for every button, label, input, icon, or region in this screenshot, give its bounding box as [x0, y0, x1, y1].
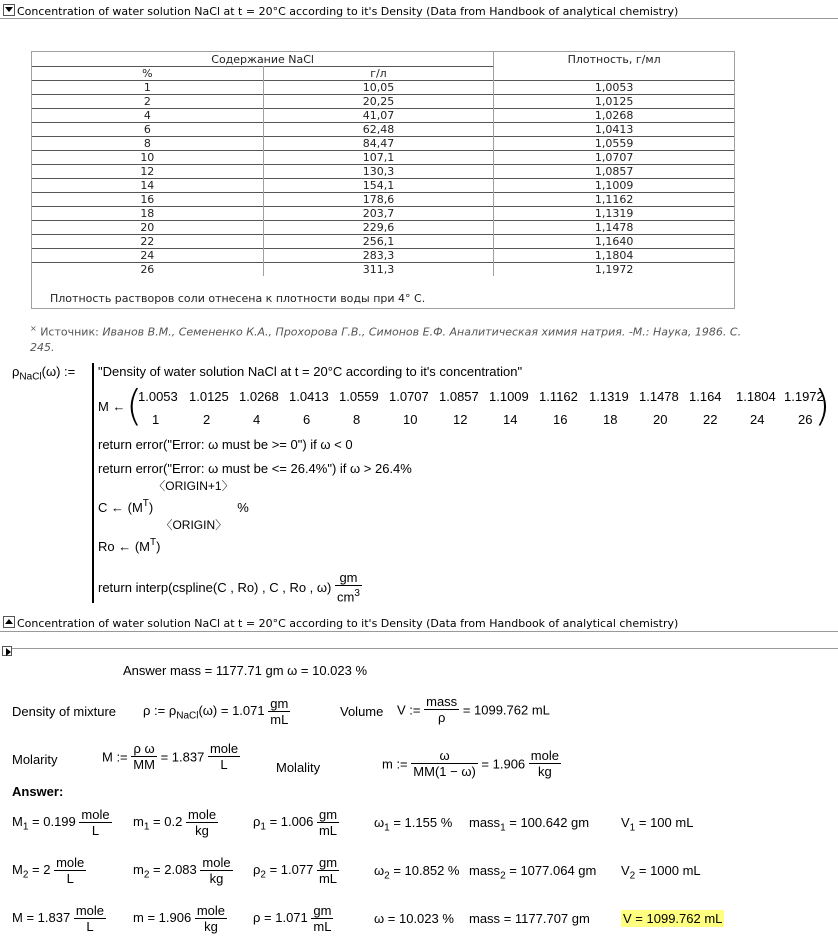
- cell-density: 1,0053: [494, 81, 734, 95]
- region-header-top[interactable]: [0, 4, 678, 18]
- cell-gl: 107,1: [263, 151, 494, 165]
- cell-percent: 6: [32, 123, 263, 137]
- program-line-return[interactable]: return interp(cspline(C , Ro) , C , Ro , ω) $\frac{gm}{cm^3}$: [98, 570, 360, 605]
- molality-label: Molality: [276, 760, 321, 775]
- cell-gl: 311,3: [263, 263, 494, 277]
- cell-density: 1,0413: [494, 123, 734, 137]
- program-line-error-max[interactable]: return error("Error: ω must be <= 26.4%") if ω > 26.4%: [98, 461, 412, 476]
- cell-gl: 256,1: [263, 235, 494, 249]
- table-row: [32, 151, 734, 165]
- table-row: [32, 193, 734, 207]
- cell-percent: 20: [32, 221, 263, 235]
- cell-gl: 62,48: [263, 123, 494, 137]
- program-line-ro[interactable]: Ro ← $(M^T)$〈ORIGIN〉: [98, 518, 228, 554]
- cell-percent: 10: [32, 151, 263, 165]
- table-row: [32, 221, 734, 235]
- matrix-cell: 1.0707: [389, 389, 429, 404]
- molarity-expression[interactable]: M := $\frac{\text{ρ ω}}{MM}$ = 1.837 $\frac{\text{mole}}{L}$: [102, 741, 239, 772]
- cell-percent: 4: [32, 109, 263, 123]
- matrix-cell: 4: [253, 412, 261, 427]
- result-ms-1[interactable]: mass$_1$ = 100.642 gm: [469, 815, 590, 834]
- matrix-cell: 1.1009: [489, 389, 529, 404]
- table-row: [32, 123, 734, 137]
- cell-gl: 10,05: [263, 81, 494, 95]
- result-V-1[interactable]: $V_1 = 100$ mL: [621, 815, 694, 834]
- result-m-1[interactable]: $m_1 = 0.2$ $\frac{\text{mole}}{kg}$: [133, 807, 217, 838]
- page-divider: [12, 648, 838, 649]
- cell-percent: 8: [32, 137, 263, 151]
- volume-label: Volume: [340, 704, 384, 719]
- cell-percent: 14: [32, 179, 263, 193]
- matrix-cell: 1.0413: [289, 389, 329, 404]
- program-line-error-min[interactable]: return error("Error: ω must be >= 0") if ω < 0: [98, 437, 353, 452]
- unit-gm-cm3: $\frac{gm}{cm^3}$: [337, 570, 360, 605]
- matrix-cell: 14: [503, 412, 518, 427]
- matrix-cell: 1.0559: [339, 389, 379, 404]
- cell-density: 1,1162: [494, 193, 734, 207]
- volume-expression[interactable]: V := $\frac{\text{mass}}{\rho}$ = 1099.762 mL: [397, 694, 550, 725]
- result-M-2[interactable]: $M_2 = 2$ $\frac{\text{mole}}{L}$: [12, 855, 85, 886]
- table-row: [32, 249, 734, 263]
- result-w-3[interactable]: ω = 10.023 %: [374, 911, 454, 926]
- cell-density: 1,1804: [494, 249, 734, 263]
- table-row: [32, 81, 734, 95]
- header-gl: г/л: [263, 67, 494, 81]
- matrix-right-paren: ): [814, 381, 831, 430]
- result-m-3[interactable]: m = 1.906 $\frac{\text{mole}}{kg}$: [133, 903, 226, 934]
- region-divider-bottom: [0, 631, 838, 632]
- table-row: [32, 235, 734, 249]
- matrix-cell: 6: [303, 412, 311, 427]
- cell-gl: 130,3: [263, 165, 494, 179]
- cell-percent: 1: [32, 81, 263, 95]
- table-row: [32, 179, 734, 193]
- cell-density: 1,0559: [494, 137, 734, 151]
- result-ms-3[interactable]: mass = 1177.707 gm: [469, 911, 590, 926]
- table-row: [32, 165, 734, 179]
- table-row: [32, 109, 734, 123]
- insert-marker[interactable]: [2, 643, 12, 661]
- matrix-cell: 1.0125: [189, 389, 229, 404]
- region-title-bottom: Concentration of water solution NaCl at t = 20°C according to it's Density (Data from Handbook of analytical chemistry): [17, 617, 679, 630]
- table-row: [32, 263, 734, 277]
- matrix-cell: 1.164: [689, 389, 722, 404]
- cell-percent: 18: [32, 207, 263, 221]
- molarity-label: Molarity: [12, 752, 58, 767]
- collapse-toggle-icon[interactable]: [3, 4, 15, 16]
- matrix-cell: 8: [353, 412, 361, 427]
- result-w-2[interactable]: $\omega_2 = 10.852$ %: [374, 863, 460, 882]
- cell-density: 1,1640: [494, 235, 734, 249]
- density-table: [31, 51, 735, 309]
- result-V-2[interactable]: $V_2 = 1000$ mL: [621, 863, 701, 882]
- cell-gl: 229,6: [263, 221, 494, 235]
- cell-gl: 154,1: [263, 179, 494, 193]
- cell-gl: 283,3: [263, 249, 494, 263]
- matrix-cell: 1.1319: [589, 389, 629, 404]
- program-comment[interactable]: "Density of water solution NaCl at t = 20°C according to it's concentration": [98, 364, 523, 379]
- cell-density: 1,1319: [494, 207, 734, 221]
- matrix-cell: 1.0857: [439, 389, 479, 404]
- source-label: Источник:: [40, 325, 99, 339]
- density-label: Density of mixture: [12, 704, 117, 719]
- program-bar: [92, 363, 94, 603]
- cell-density: 1,1478: [494, 221, 734, 235]
- cell-density: 1,0125: [494, 95, 734, 109]
- matrix-cell: 1.1478: [639, 389, 679, 404]
- source-citation: × Источник: Иванов В.М., Семененко К.А., Прохорова Г.В., Симонов Е.Ф. Аналитическая химия натрия. -М.: Наука, 1986. С. 245.: [30, 324, 742, 354]
- answer-summary: Answer mass = 1177.71 gm ω = 10.023 %: [123, 663, 368, 678]
- matrix-assign[interactable]: M ←: [98, 399, 126, 414]
- matrix-cell: 26: [798, 412, 813, 427]
- cell-percent: 12: [32, 165, 263, 179]
- table-row: [32, 137, 734, 151]
- molality-expression[interactable]: m := $\frac{\omega}{MM(1 - \omega)}$ = 1.906 $\frac{\text{mole}}{kg}$: [382, 748, 559, 779]
- expand-toggle-icon[interactable]: [3, 616, 15, 628]
- matrix-cell: 22: [703, 412, 718, 427]
- header-percent: %: [32, 67, 263, 81]
- result-M-3[interactable]: M = 1.837 $\frac{\text{mole}}{L}$: [12, 903, 105, 934]
- matrix-cell: 1: [152, 412, 160, 427]
- cell-density: 1,0857: [494, 165, 734, 179]
- answer-heading: Answer:: [12, 784, 64, 799]
- matrix-cell: 16: [553, 412, 568, 427]
- function-definition-name[interactable]: $\rho_{NaCl}(\omega)$ :=: [12, 364, 76, 383]
- cell-percent: 22: [32, 235, 263, 249]
- program-line-c[interactable]: C ← $(M^T)$〈ORIGIN+1〉 %: [98, 479, 249, 515]
- matrix-cell: 12: [453, 412, 468, 427]
- header-content-group: Содержание NaCl: [32, 52, 494, 67]
- result-w-1[interactable]: $\omega_1 = 1.155$ %: [374, 815, 453, 834]
- source-text: Иванов В.М., Семененко К.А., Прохорова Г.В., Симонов Е.Ф. Аналитическая химия натрия. -М.: Наука, 1986. С. 245.: [30, 325, 742, 354]
- header-density: Плотность, г/мл: [567, 53, 661, 66]
- table-note: Плотность растворов соли отнесена к плотности воды при 4° С.: [50, 292, 426, 305]
- cell-gl: 41,07: [263, 109, 494, 123]
- matrix-left-paren: (: [126, 381, 143, 430]
- result-m-2[interactable]: $m_2 = 2.083$ $\frac{\text{mole}}{kg}$: [133, 855, 231, 886]
- result-M-1[interactable]: $M_1 = 0.199$ $\frac{\text{mole}}{L}$: [12, 807, 110, 838]
- region-title: Concentration of water solution NaCl at t = 20°C according to it's Density (Data from Handbook of analytical chemistry): [17, 5, 679, 18]
- cell-gl: 203,7: [263, 207, 494, 221]
- region-divider: [0, 18, 838, 19]
- cell-percent: 26: [32, 263, 263, 277]
- cell-gl: 178,6: [263, 193, 494, 207]
- result-ms-2[interactable]: mass$_2$ = 1077.064 gm: [469, 863, 597, 882]
- matrix-cell: 24: [750, 412, 765, 427]
- matrix-cell: 1.0268: [239, 389, 279, 404]
- matrix-cell: 1.1804: [736, 389, 776, 404]
- matrix-cell: 1.0053: [138, 389, 178, 404]
- cell-density: 1,0707: [494, 151, 734, 165]
- density-expression[interactable]: ρ := $\rho_{NaCl}(\omega) = 1.071$ $\frac{gm}{mL}$: [143, 696, 289, 727]
- cell-percent: 2: [32, 95, 263, 109]
- table-row: [32, 207, 734, 221]
- cell-density: 1,0268: [494, 109, 734, 123]
- cell-density: 1,1009: [494, 179, 734, 193]
- matrix-cell: 10: [403, 412, 418, 427]
- cell-percent: 24: [32, 249, 263, 263]
- cell-percent: 16: [32, 193, 263, 207]
- result-V-3[interactable]: V = 1099.762 mL: [623, 911, 723, 926]
- matrix-cell: 1.1972: [784, 389, 824, 404]
- cell-density: 1,1972: [494, 263, 734, 277]
- matrix-cell: 2: [203, 412, 211, 427]
- matrix-cell: 18: [603, 412, 618, 427]
- table-row: [32, 95, 734, 109]
- matrix-cell: 1.1162: [539, 389, 578, 404]
- cell-gl: 20,25: [263, 95, 494, 109]
- cell-gl: 84,47: [263, 137, 494, 151]
- result-r-3[interactable]: ρ = 1.071 $\frac{gm}{mL}$: [253, 903, 332, 934]
- region-header-bottom[interactable]: [0, 616, 678, 630]
- result-r-2[interactable]: $\rho_2 = 1.077$ $\frac{gm}{mL}$: [253, 855, 338, 886]
- matrix-cell: 20: [653, 412, 668, 427]
- result-r-1[interactable]: $\rho_1 = 1.006$ $\frac{gm}{mL}$: [253, 807, 338, 838]
